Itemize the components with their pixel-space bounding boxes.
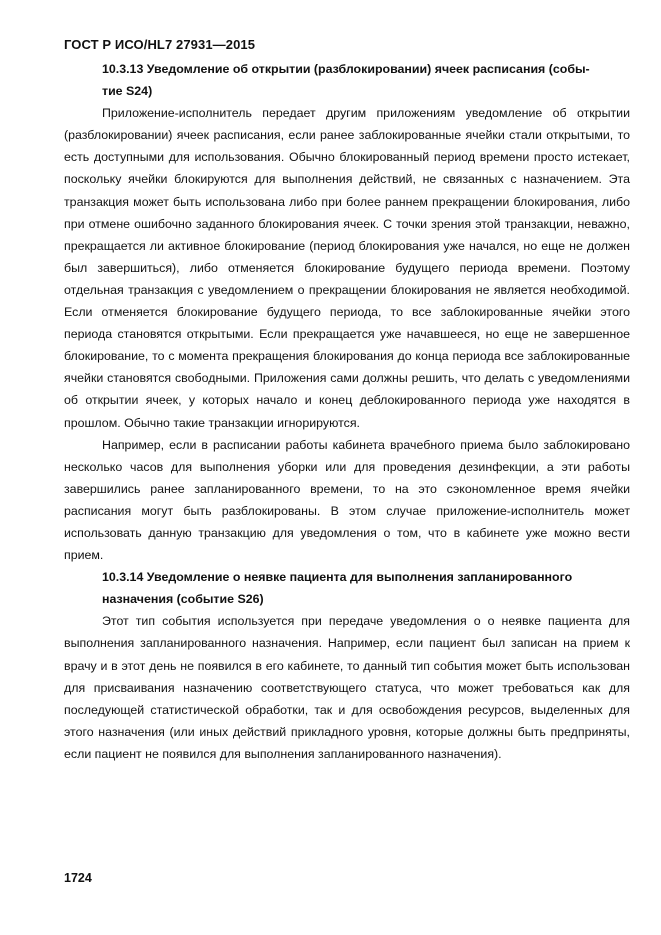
section-heading-line: 10.3.13 Уведомление об открытии (разблокировании) ячеек расписания (собы-	[102, 62, 590, 76]
document-body	[64, 58, 630, 765]
section-heading-10-3-14	[64, 566, 630, 610]
section-heading-10-3-13	[64, 58, 630, 102]
section-heading-line: 10.3.14 Уведомление о неявке пациента для выполнения запланированного	[102, 570, 573, 585]
paragraph: Приложение-исполнитель передает другим приложениям уведомление об открытии (разблокировании) ячеек расписания, если ранее заблокированные ячейки стали открытыми, то есть доступными для использования. Обычно блокированный период времени просто истекает, поскольку ячейки блокируются для выполнения действий, не связанных с назначением. Эта транзакция может быть использована либо при более раннем прекращении блокирования, либо при отмене ошибочно заданного блокирования ячеек. С точки зрения этой транзакции, неважно, прекращается ли активное блокирование (период блокирования уже начался, но еще не должен был завершиться), либо отменяется блокирование будущего периода времени. Поэтому отдельная транзакция с уведомлением о прекращении блокирования не является необходимой. Если отменяется блокирование будущего периода, то все заблокированные ячейки этого периода становятся открытыми. Если прекращается уже начавшееся, но еще не завершенное блокирование, то с момента прекращения блокирования до конца периода все заблокированные ячейки становятся свободными. Приложения сами должны решить, что делать с уведомлениями об открытии ячеек, у которых начало и конец деблокированного периода уже находятся в прошлом. Обычно такие транзакции игнорируются.	[64, 106, 630, 430]
page-number: 1724	[64, 871, 92, 885]
paragraph: Этот тип события используется при передаче уведомления о о неявке пациента для выполнения запланированного назначения. Например, если пациент был записан на прием к врачу и в этот день не появился в его кабинете, то данный тип события может быть использован для присваивания назначению соответствующего статуса, что может требоваться как для последующей статистической обработки, так и для освобождения ресурсов, выделенных для этого назначения (или иных действий прикладного уровня, которые должны быть предприняты, если пациент не появился для выполнения запланированного назначения).	[64, 614, 630, 761]
document-standard-header: ГОСТ Р ИСО/HL7 27931—2015	[64, 37, 256, 52]
section-heading-line: назначения (событие S26)	[102, 592, 264, 607]
paragraph: Например, если в расписании работы кабинета врачебного приема было заблокировано несколько часов для выполнения уборки или для проведения дезинфекции, а эти работы завершились ранее запланированного времени, то на это сэкономленное время ячейки расписания могут быть разблокированы. В этом случае приложение-исполнитель может использовать данную транзакцию для уведомления о том, что в кабинете уже можно вести прием.	[64, 437, 630, 563]
section-heading-line: тие S24)	[102, 84, 153, 99]
